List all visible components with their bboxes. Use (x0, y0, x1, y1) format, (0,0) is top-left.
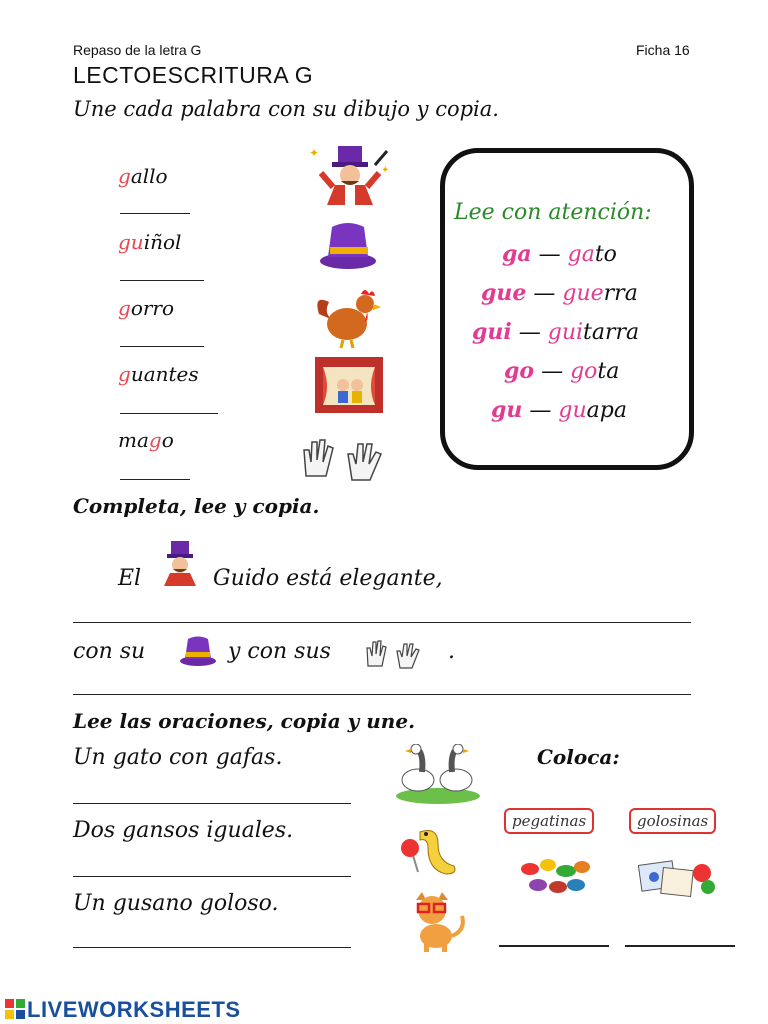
sentence-gansos: Dos gansos iguales. (73, 818, 294, 843)
page-title: LECTOESCRITURA G (73, 62, 314, 88)
reading-row-go: go — gota (504, 358, 620, 384)
sentence-gato: Un gato con gafas. (73, 745, 283, 770)
gloves-image[interactable] (300, 432, 388, 484)
write-line-4[interactable] (120, 413, 218, 414)
sheet-number: Ficha 16 (636, 42, 690, 58)
sentence-guido: Guido está elegante, (213, 566, 443, 591)
answer-line-golosinas[interactable] (625, 945, 735, 947)
rooster-image[interactable] (313, 284, 383, 350)
cat-glasses-image[interactable] (408, 890, 470, 952)
sentence-period: . (448, 639, 455, 664)
subtitle: Repaso de la letra G (73, 42, 202, 58)
candies-image[interactable] (516, 855, 594, 897)
sentence-el: El (118, 566, 142, 591)
instruction-1: Une cada palabra con su dibujo y copia. (73, 97, 499, 121)
word-gallo: gallo (118, 164, 168, 188)
svg-text:✦: ✦ (309, 146, 320, 160)
word-mago: mago (118, 428, 174, 452)
write-line-1[interactable] (120, 213, 190, 214)
worm-lollipop-image[interactable] (398, 822, 462, 880)
top-hat-small-image (178, 634, 218, 668)
copy-line-1[interactable] (73, 622, 691, 623)
sentence-y-con-sus: y con sus (228, 639, 331, 664)
footer-brand[interactable]: LIVEWORKSHEETS (27, 997, 241, 1022)
copy-line-2[interactable] (73, 694, 691, 695)
word-gorro: gorro (118, 296, 175, 320)
geese-image[interactable] (394, 744, 482, 806)
tag-golosinas[interactable]: golosinas (629, 808, 716, 834)
coloca-label: Coloca: (537, 745, 620, 769)
magician-small-image (158, 540, 202, 586)
liveworksheets-logo-icon (4, 998, 26, 1020)
reading-row-gue: gue — guerra (481, 280, 638, 306)
copy-line-4[interactable] (73, 876, 351, 877)
instruction-2: Completa, lee y copia. (73, 494, 320, 518)
answer-line-pegatinas[interactable] (499, 945, 609, 947)
write-line-2[interactable] (120, 280, 204, 281)
sentence-gusano: Un gusano goloso. (73, 891, 279, 916)
stickers-image[interactable] (638, 855, 718, 901)
word-guinol: guiñol (118, 230, 182, 254)
top-hat-image[interactable] (318, 219, 378, 271)
copy-line-5[interactable] (73, 947, 351, 948)
word-guantes: guantes (118, 362, 199, 386)
sentence-con-su: con su (73, 639, 146, 664)
reading-row-ga: ga — gato (502, 241, 617, 267)
write-line-3[interactable] (120, 346, 204, 347)
instruction-3: Lee las oraciones, copia y une. (73, 709, 416, 733)
reading-box-title: Lee con atención: (454, 200, 652, 225)
tag-pegatinas[interactable]: pegatinas (504, 808, 594, 834)
reading-row-gu: gu — guapa (491, 397, 627, 423)
gloves-small-image (364, 636, 426, 670)
magician-image[interactable] (305, 143, 395, 207)
write-line-5[interactable] (120, 479, 190, 480)
copy-line-3[interactable] (73, 803, 351, 804)
reading-row-gui: gui — guitarra (472, 319, 640, 345)
svg-text:✦: ✦ (381, 165, 390, 176)
puppet-theater-image[interactable] (313, 355, 385, 415)
